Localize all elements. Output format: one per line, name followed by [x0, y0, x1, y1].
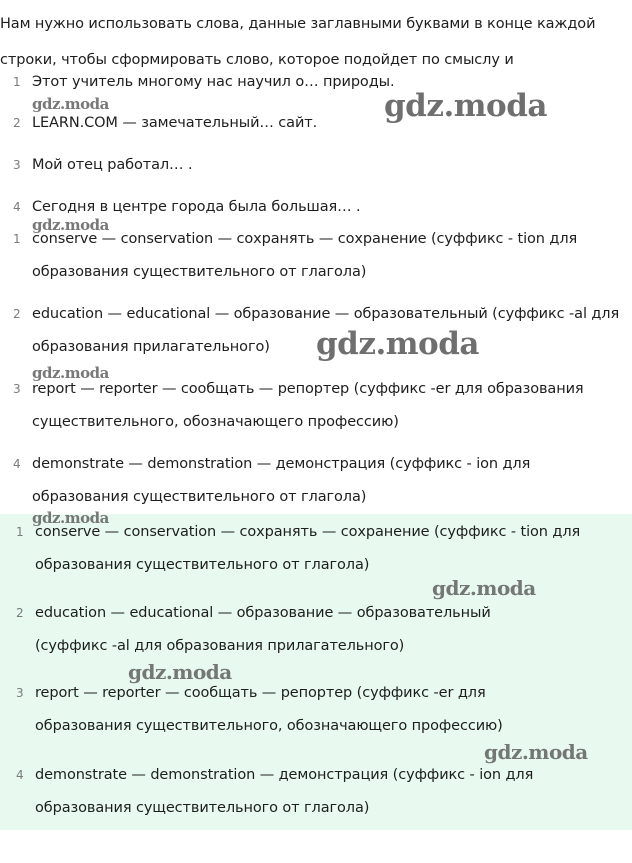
answer-item: [3, 759, 607, 825]
watermark: gdz.moda: [316, 326, 479, 362]
watermark: gdz.moda: [128, 660, 232, 684]
item-number: 1: [13, 75, 21, 89]
watermark: gdz.moda: [484, 740, 588, 764]
item-number: 2: [13, 116, 21, 130]
answer-item: [0, 373, 628, 439]
answer-item: [3, 677, 583, 743]
answer-item: [0, 448, 600, 514]
answer-text: demonstrate — demonstration — демонстрация (суффикс - ion для образования существительного от глагола): [35, 767, 534, 816]
item-number: 3: [16, 686, 24, 700]
item-number: 1: [16, 525, 24, 539]
item-number: 2: [16, 606, 24, 620]
answer-item: [3, 597, 563, 663]
answer-text: conserve — conservation — сохранять — сохранение (суффикс - tion для образования существительного от глагола): [32, 231, 578, 280]
sentence-text: Сегодня в центре города была большая… .: [32, 199, 361, 215]
watermark: gdz.moda: [32, 509, 109, 527]
sentence-text: LEARN.COM — замечательный… сайт.: [32, 115, 318, 131]
watermark: gdz.moda: [384, 88, 547, 124]
sentence-text: Этот учитель многому нас научил о… природы.: [32, 74, 395, 90]
item-number: 3: [13, 158, 21, 172]
sentence-item: [0, 149, 628, 182]
answer-text: report — reporter — сообщать — репортер (суффикс -er для образования существительного, обозначающего профессию): [32, 381, 584, 430]
answer-text: demonstrate — demonstration — демонстрация (суффикс - ion для образования существительного от глагола): [32, 456, 531, 505]
item-number: 4: [13, 457, 21, 471]
answer-text: education — educational — образование — образовательный (суффикс -al для образования прилагательного): [32, 306, 620, 355]
item-number: 4: [13, 200, 21, 214]
watermark: gdz.moda: [32, 216, 109, 234]
answer-text: conserve — conservation — сохранять — сохранение (суффикс - tion для образования существительного от глагола): [35, 524, 581, 573]
answer-text: report — reporter — сообщать — репортер (суффикс -er для образования существительного, обозначающего профессию): [35, 685, 503, 734]
watermark: gdz.moda: [32, 95, 109, 113]
answer-text: education — educational — образование — образовательный (суффикс -al для образования прилагательного): [35, 605, 491, 654]
item-number: 3: [13, 382, 21, 396]
watermark: gdz.moda: [32, 364, 109, 382]
item-number: 2: [13, 307, 21, 321]
watermark: gdz.moda: [432, 576, 536, 600]
item-number: 1: [13, 232, 21, 246]
item-number: 4: [16, 768, 24, 782]
sentence-text: Мой отец работал… .: [32, 157, 193, 173]
task-instruction: Нам нужно использовать слова, данные заглавными буквами в конце каждой строки, чтобы сформировать слово, которое подойдет по смыслу и: [0, 16, 596, 68]
